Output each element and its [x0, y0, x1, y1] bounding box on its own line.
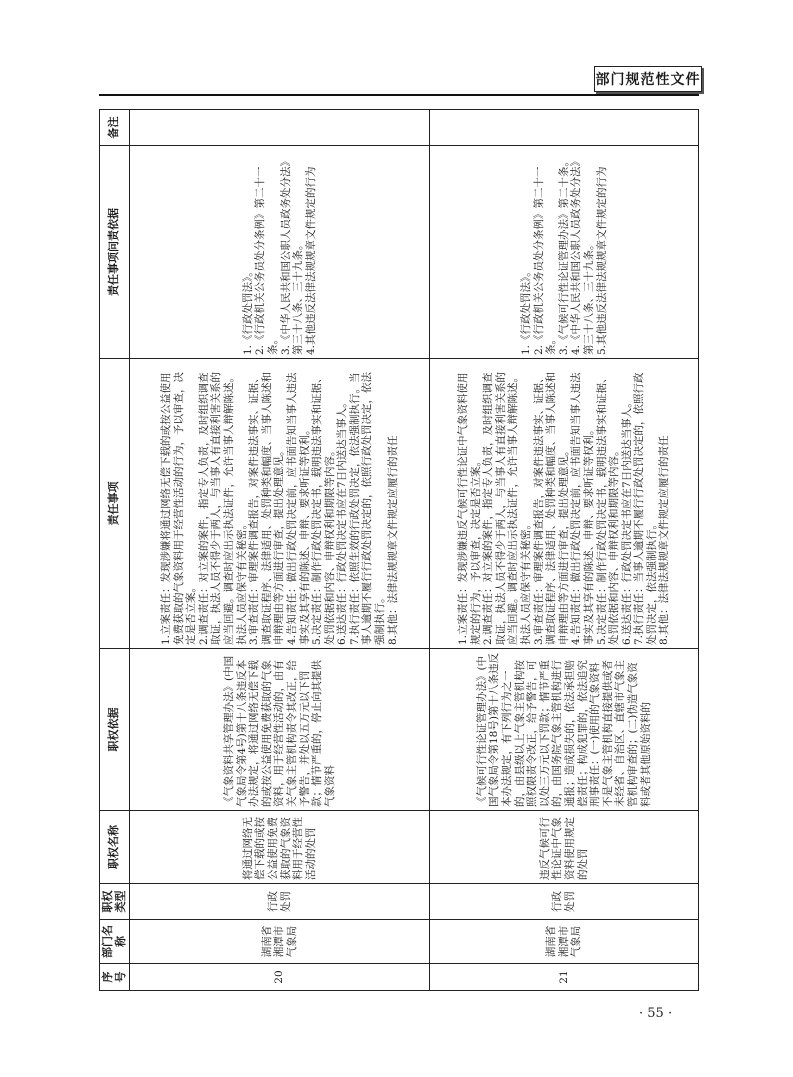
duty-table	[99, 109, 699, 991]
cell-accountability	[130, 146, 430, 359]
cell-no: 20	[130, 964, 430, 991]
duty-item: 6.送达责任：行政处罚决定书应在7日内送达当事人。	[620, 397, 633, 645]
duty-item: 1.立案责任：发现涉嫌违反气候可行性论证中气象资料使用规定的行为，予以审查，决定是否立案。	[456, 372, 482, 645]
page-number: · 55 ·	[639, 1006, 673, 1021]
cell-basis: 《气象资料共享管理办法》(中国气象局令第4号)第十八条违反本办法规定，将通过网络无偿下载的或按公益使用免费获取的气象资料，用于经营性活动的，由有关气象主管机构责令其改正，给予警告，并处以五万元以下罚款；情节严重的，停止向其提供气象资料	[130, 649, 430, 811]
cell-name: 违反气候可行性论证中气象资料使用规定的处罚	[430, 811, 699, 884]
header-no: 序号	[100, 964, 130, 991]
cell-no: 21	[430, 964, 699, 991]
cell-basis: 《气候可行性论证管理办法》(中国气象局令第18号)第十八条违反本办法规定，有下列行为之一的，由县级以上气象主管机构按照权限责令改正，给予警告，可以处三万元以下罚款；情节严重的，由国务院气象主管机构进行通报；造成损失的，依法承担赔偿责任；构成犯罪的，依法追究刑事责任：(一)使用的气象资料不是气象主管机构直接提供或者未经省、自治区、直辖市气象主管机构审查的；(二)伪造气象资料或者其他原始资料的	[430, 649, 699, 811]
duties-list	[457, 362, 671, 645]
rotated-table-container	[99, 110, 699, 991]
document-category-label: 部门规范性文件	[595, 72, 701, 88]
table-frame	[99, 110, 699, 991]
accountability-item: 4.其他违反法律法规规章文件规定的行为	[304, 166, 317, 355]
duty-item: 4.告知责任：做出行政处罚决定前，应书面告知当事人违法事实及其享有的陈述、申辩、要求听证等权利。	[570, 372, 595, 645]
cell-dept: 湖南省湘潭市气象局	[430, 920, 699, 964]
accountability-item: 2.《行政机关公务员处分条例》第二十一条。	[254, 166, 280, 355]
header-dept: 部门名称	[100, 920, 130, 964]
duty-item: 2.调查责任：对立案的案件，指定专人负责，及时组织调查取证，执法人员不得少于两人，与当事人有直接利害关系的应当回避。调查时应出示执法证件，允许当事人辩解陈述。执法人员应保守有关秘密。	[197, 372, 248, 645]
cell-type: 行政处罚	[130, 884, 430, 920]
accountability-item: 1.《行政处罚法》。	[519, 266, 532, 355]
accountability-item: 3.《中华人民共和国公职人员政务处分法》第三十八条、三十九条。	[279, 155, 305, 355]
cell-dept: 湖南省湘潭市气象局	[130, 920, 430, 964]
cell-name: 将通过网络无偿下载的或按公益使用免费获取的气象资料用于经营性活动的处罚	[130, 811, 430, 884]
header-accountability: 责任事项问责依据	[100, 146, 130, 359]
duty-item: 8.其他：法律法规规章文件规定应履行的责任	[386, 435, 399, 645]
cell-remark	[430, 110, 699, 146]
duty-item: 7.执行责任：依照生效的行政处罚决定，依法强制执行。当事人逾期不履行行政处罚决定的，依照行政处罚决定，依法强制执行。	[348, 372, 387, 645]
accountability-item: 3.《气候可行性论证管理办法》第二十条。	[557, 155, 570, 355]
accountability-item: 2.《行政机关公务员处分条例》第二十一条。	[532, 166, 558, 355]
duty-item: 6.送达责任：行政处罚决定书应在7日内送达当事人。	[336, 397, 349, 645]
header-name: 职权名称	[100, 811, 130, 884]
table-header-row	[100, 110, 130, 991]
header-duties: 责任事项	[100, 359, 130, 649]
header-type: 职权类型	[100, 884, 130, 920]
cell-duties	[430, 359, 699, 649]
header-basis: 职权依据	[100, 649, 130, 811]
table-row	[130, 110, 430, 991]
cell-duties	[130, 359, 430, 649]
duty-item: 5.决定责任：制作行政处罚决定书，载明违法事实和证据、处罚依据和内容、申辩权利和期限等内容。	[311, 372, 336, 645]
accountability-item: 4.《中华人民共和国公职人员政务处分法》第三十八条、三十九条。	[570, 155, 595, 355]
header-remark: 备注	[100, 110, 130, 146]
duty-item: 7.执行责任：当事人逾期不履行行政处罚决定的，依照行政处罚决定，依法强制执行。	[633, 372, 658, 645]
duty-item: 2.调查责任：对立案的案件，指定专人负责，及时组织调查取证，执法人员不得少于两人，与当事人有直接利害关系的应当回避。调查时应出示执法证件，允许当事人辩解陈述。执法人员应保守有关秘密。	[482, 372, 532, 645]
cell-remark	[130, 110, 430, 146]
accountability-list	[242, 149, 318, 355]
accountability-item: 5.其他违反法律法规规章文件规定的行为	[595, 166, 608, 355]
duty-item: 4.告知责任：做出行政处罚决定前，应书面告知当事人违法事实及其享有的陈述、申辩、要求听证等权利。	[285, 372, 311, 645]
accountability-list	[520, 149, 608, 355]
cell-type: 行政处罚	[430, 884, 699, 920]
duty-item: 3.审查责任：审理案件调查报告，对案件违法事实、证据、调查取证程序、法律适用、处罚种类和幅度、当事人陈述和申辩理由等方面进行审查，提出处理意见。	[532, 372, 570, 645]
header-rule	[99, 94, 699, 96]
duty-item: 5.决定责任：制作行政处罚决定书，载明违法事实和证据、处罚依据和内容、申辩权利和期限等内容。	[595, 372, 621, 645]
duties-list	[160, 362, 399, 645]
duty-item: 8.其他：法律法规规章文件规定应履行的责任	[658, 435, 671, 645]
table-row	[430, 110, 699, 991]
cell-accountability	[430, 146, 699, 359]
document-category-badge	[594, 66, 702, 92]
duty-item: 3.审查责任：审理案件调查报告，对案件违法事实、证据、调查取证程序、法律适用、处罚种类和幅度、当事人陈述和申辩理由等方面进行审查，提出处理意见。	[248, 372, 286, 645]
duty-item: 1.立案责任：发现涉嫌将通过网络无偿下载的或按公益使用免费获取的气象资料用于经营性活动的行为，予以审查，决定是否立案。	[159, 372, 198, 645]
accountability-item: 1.《行政处罚法》。	[241, 266, 254, 355]
